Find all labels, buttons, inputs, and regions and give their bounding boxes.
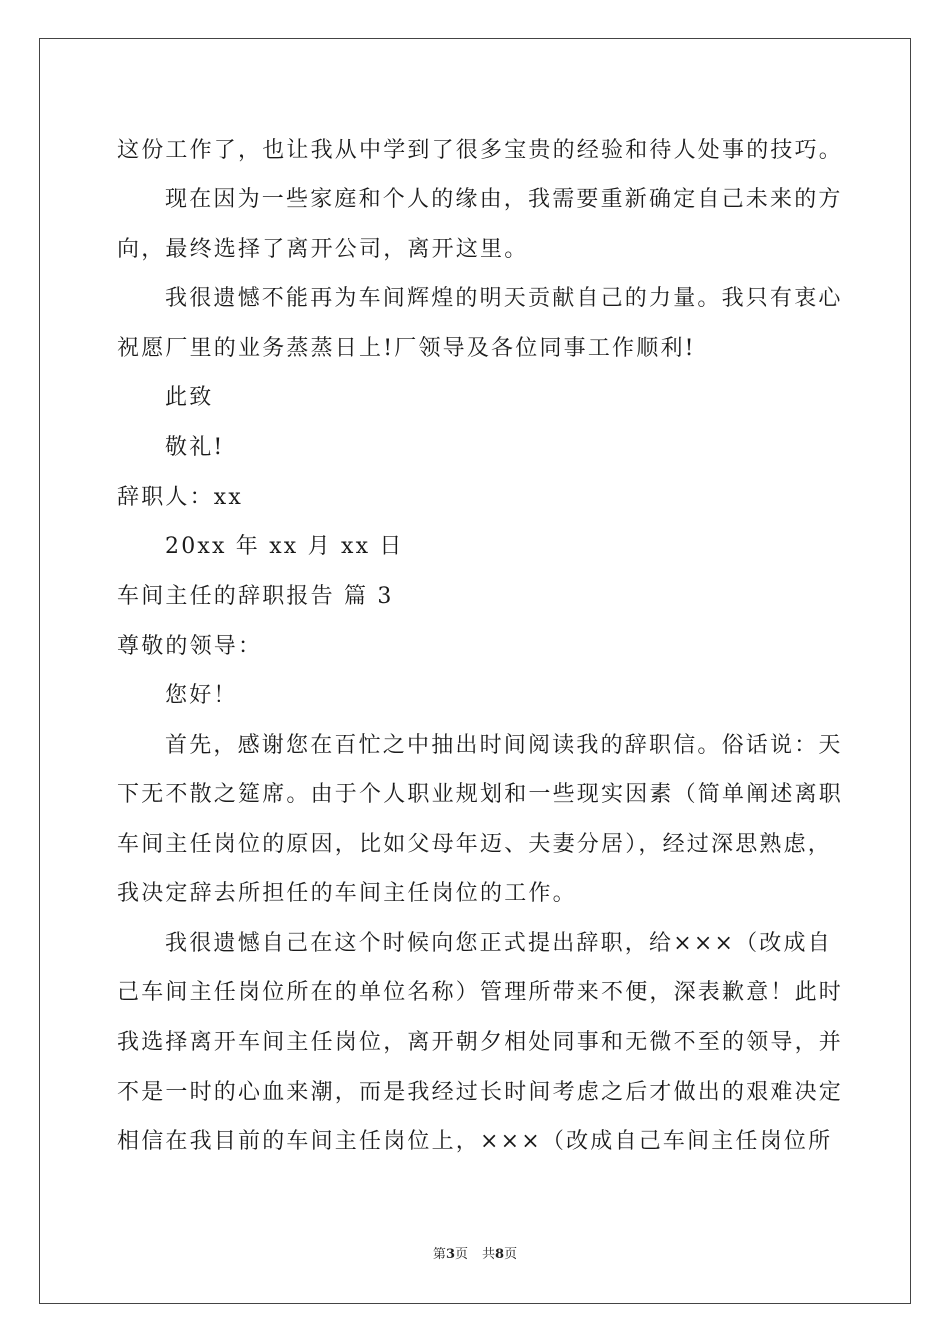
body-line: 下无不散之筵席。由于个人职业规划和一些现实因素（简单阐述离职 xyxy=(117,782,844,807)
section-heading: 车间主任的辞职报告 篇 3 xyxy=(117,584,394,609)
signer-line: 辞职人：xx xyxy=(117,485,244,510)
body-line: 首先，感谢您在百忙之中抽出时间阅读我的辞职信。俗话说：天 xyxy=(165,733,843,758)
body-line: 祝愿厂里的业务蒸蒸日上!厂领导及各位同事工作顺利! xyxy=(117,336,696,361)
closing-line: 此致 xyxy=(165,385,214,410)
current-page-number: 3 xyxy=(445,1247,455,1262)
body-line: 向，最终选择了离开公司，离开这里。 xyxy=(117,237,529,262)
body-line: 我很遗憾自己在这个时候向您正式提出辞职，给×××（改成自 xyxy=(165,931,832,956)
body-line: 车间主任岗位的原因，比如父母年迈、夫妻分居），经过深思熟虑， xyxy=(117,832,833,857)
total-suffix: 页 xyxy=(504,1247,518,1262)
body-line: 我很遗憾不能再为车间辉煌的明天贡献自己的力量。我只有衷心 xyxy=(165,286,843,311)
body-line: 己车间主任岗位所在的单位名称）管理所带来不便，深表歉意！此时 xyxy=(117,980,844,1005)
body-line: 这份工作了，也让我从中学到了很多宝贵的经验和待人处事的技巧。 xyxy=(117,138,844,163)
date-line: 20xx 年 xx 月 xx 日 xyxy=(165,534,404,559)
greeting-line: 尊敬的领导： xyxy=(117,634,263,659)
body-line: 我选择离开车间主任岗位，离开朝夕相处同事和无微不至的领导，并 xyxy=(117,1030,844,1055)
total-page-number: 8 xyxy=(495,1247,505,1262)
page-label: 页 xyxy=(454,1247,468,1262)
greeting-line: 您好！ xyxy=(165,683,238,708)
total-prefix: 共 xyxy=(482,1247,496,1262)
page-footer xyxy=(0,1247,950,1263)
body-line: 不是一时的心血来潮，而是我经过长时间考虑之后才做出的艰难决定 xyxy=(117,1080,844,1105)
salutation-line: 敬礼! xyxy=(165,435,225,460)
page-border xyxy=(39,38,911,1304)
body-line: 现在因为一些家庭和个人的缘由，我需要重新确定自己未来的方 xyxy=(165,187,843,212)
page-prefix: 第 xyxy=(432,1247,446,1262)
body-line: 相信在我目前的车间主任岗位上，×××（改成自己车间主任岗位所 xyxy=(117,1129,833,1154)
body-line: 我决定辞去所担任的车间主任岗位的工作。 xyxy=(117,881,577,906)
